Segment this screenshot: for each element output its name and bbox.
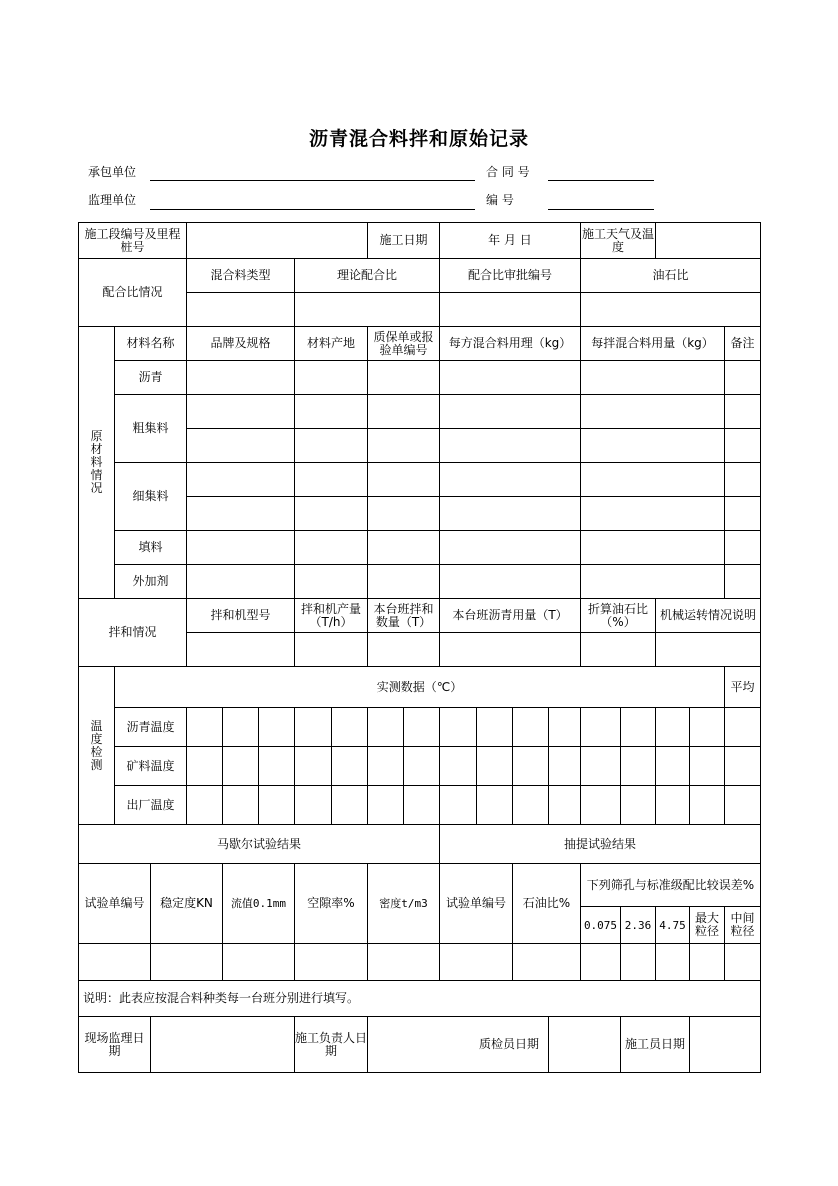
page-title: 沥青混合料拌和原始记录 bbox=[308, 128, 529, 150]
material-name-header: 材料名称 bbox=[126, 336, 175, 350]
mixer-model-header: 拌和机型号 bbox=[210, 608, 271, 622]
qc-date-field[interactable] bbox=[549, 1017, 620, 1072]
average-header: 平均 bbox=[730, 679, 755, 694]
flow-header: 流值0.1mm bbox=[230, 897, 287, 910]
converted-ratio-header: 折算油石比（%） bbox=[587, 601, 648, 629]
contract-no-label: 合 同 号 bbox=[486, 165, 530, 179]
cert-no-header: 质保单或报验单编号 bbox=[373, 329, 434, 357]
outlet-temp-label: 出厂温度 bbox=[126, 797, 175, 812]
note-text: 说明：此表应按混合料种类每一台班分别进行填写。 bbox=[83, 991, 360, 1005]
material-fine: 细集料 bbox=[132, 489, 169, 503]
material-additive: 外加剂 bbox=[132, 574, 169, 588]
density-header: 密度t/m3 bbox=[379, 897, 428, 910]
theory-ratio-header: 理论配合比 bbox=[336, 268, 397, 282]
construction-lead-field[interactable] bbox=[368, 1017, 458, 1072]
extraction-header: 抽提试验结果 bbox=[563, 836, 636, 851]
mixing-label: 拌和情况 bbox=[108, 625, 157, 639]
mix-type-header: 混合料类型 bbox=[210, 268, 271, 282]
site-supervisor-label: 现场监理日期 bbox=[84, 1030, 145, 1058]
material-filler: 填料 bbox=[138, 540, 163, 554]
sheet-no-2-header: 试验单编号 bbox=[445, 896, 506, 910]
shift-count-header: 本台班拌和数量（T） bbox=[373, 601, 434, 629]
mix-ratio-label: 配合比情况 bbox=[102, 285, 163, 299]
brand-header: 品牌及规格 bbox=[210, 336, 271, 350]
date-value: 年 月 日 bbox=[488, 233, 532, 247]
qc-date-label: 质检员日期 bbox=[478, 1037, 539, 1051]
voids-header: 空隙率% bbox=[307, 896, 355, 910]
material-asphalt: 沥青 bbox=[138, 370, 163, 384]
worker-date-field[interactable] bbox=[690, 1017, 760, 1072]
contractor-label: 承包单位 bbox=[88, 165, 137, 179]
deviation-header: 下列筛孔与标准级配比较误差% bbox=[586, 877, 755, 892]
max-size-header: 最大粒径 bbox=[694, 911, 719, 938]
measured-data-header: 实测数据（℃） bbox=[376, 679, 463, 694]
number-label: 编 号 bbox=[486, 193, 514, 207]
per-batch-header: 每拌混合料用量（kg） bbox=[591, 336, 714, 350]
sieve-475: 4.75 bbox=[659, 918, 686, 932]
remark-header: 备注 bbox=[730, 336, 755, 350]
machine-status-header: 机械运转情况说明 bbox=[659, 608, 756, 622]
origin-header: 材料产地 bbox=[306, 336, 355, 350]
site-supervisor-field[interactable] bbox=[151, 1017, 294, 1072]
mid-size-header: 中间粒径 bbox=[730, 911, 755, 938]
marshall-header: 马歇尔试验结果 bbox=[216, 836, 301, 851]
sieve-236: 2.36 bbox=[624, 918, 652, 932]
asphalt-ratio-header: 油石比 bbox=[652, 268, 689, 282]
sieve-0075: 0.075 bbox=[583, 918, 618, 932]
mineral-temp-label: 矿料温度 bbox=[126, 758, 175, 773]
construction-lead-label: 施工负责人日期 bbox=[295, 1030, 368, 1058]
materials-side-label: 原材料情况 bbox=[90, 429, 103, 495]
material-coarse: 粗集料 bbox=[132, 421, 169, 435]
supervisor-label: 监理单位 bbox=[88, 193, 137, 207]
temperature-side-label: 温度检测 bbox=[90, 718, 103, 772]
per-cubic-header: 每方混合料用理（kg） bbox=[448, 336, 572, 350]
stability-header: 稳定度KN bbox=[160, 896, 213, 910]
worker-date-label: 施工员日期 bbox=[624, 1037, 685, 1051]
section-label: 施工段编号及里程桩号 bbox=[84, 226, 181, 254]
asphalt-ratio-test-header: 石油比% bbox=[522, 896, 571, 910]
sheet-no-header: 试验单编号 bbox=[84, 896, 145, 910]
mixer-output-header: 拌和机产量（T/h） bbox=[300, 601, 361, 629]
shift-asphalt-header: 本台班沥青用量（T） bbox=[452, 608, 568, 622]
approval-no-header: 配合比审批编号 bbox=[467, 268, 552, 282]
weather-label: 施工天气及温度 bbox=[581, 226, 654, 254]
asphalt-temp-label: 沥青温度 bbox=[126, 719, 175, 734]
date-label: 施工日期 bbox=[379, 233, 428, 247]
